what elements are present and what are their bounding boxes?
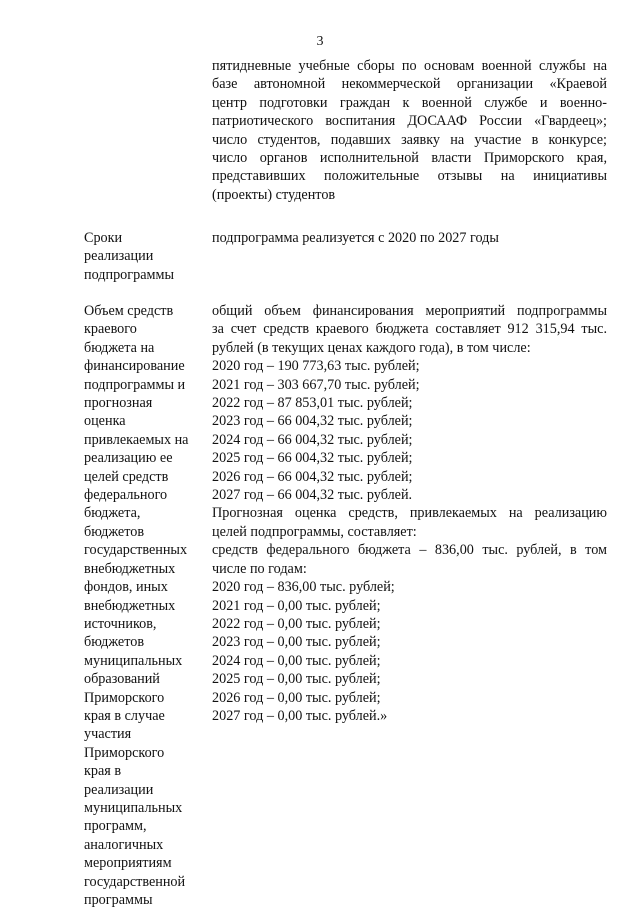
label-line: края в: [84, 763, 122, 780]
text-line: 2023 год – 66 004,32 тыс. рублей;: [212, 413, 413, 430]
label-line: мероприятиям: [84, 855, 172, 872]
terms-label: [84, 229, 204, 284]
label-line: Объем средств: [84, 303, 174, 319]
text-line: 2024 год – 0,00 тыс. рублей;: [212, 652, 381, 669]
text-line: 2020 год – 836,00 тыс. рублей;: [212, 579, 395, 596]
label-line: программ,: [84, 818, 147, 835]
intro-line: пятидневные учебные сборы по основам военной службы на: [212, 58, 607, 74]
label-line: финансирование: [84, 358, 185, 375]
text-line: 2021 год – 0,00 тыс. рублей;: [212, 597, 381, 614]
text-line: 2026 год – 66 004,32 тыс. рублей;: [212, 468, 413, 485]
text-line: числе по годам:: [212, 560, 307, 577]
funding-text: [212, 302, 607, 725]
text-line: подпрограмма реализуется с 2020 по 2027 годы: [212, 230, 499, 246]
intro-line: базе автономной некоммерческой организации «Краевой: [212, 76, 607, 93]
intro-line: представивших положительные отзывы на инициативы: [212, 168, 607, 185]
label-line: программы: [84, 892, 153, 908]
label-line: Приморского: [84, 689, 165, 706]
label-line: источников,: [84, 615, 157, 632]
label-line: привлекаемых на: [84, 431, 189, 448]
intro-line: число органов исполнительной власти Приморского края,: [212, 150, 607, 167]
label-line: аналогичных: [84, 836, 164, 853]
label-line: Приморского: [84, 744, 165, 761]
text-line: 2025 год – 66 004,32 тыс. рублей;: [212, 450, 413, 467]
label-line: муниципальных: [84, 799, 183, 816]
text-line: 2023 год – 0,00 тыс. рублей;: [212, 634, 381, 651]
text-line: 2022 год – 87 853,01 тыс. рублей;: [212, 395, 413, 412]
text-line: 2027 год – 0,00 тыс. рублей.»: [212, 707, 388, 724]
label-line: бюджетов: [84, 523, 145, 540]
label-line: реализацию ее: [84, 450, 173, 467]
label-line: внебюджетных: [84, 560, 176, 577]
page-number: 3: [316, 34, 324, 49]
label-line: края в случае: [84, 707, 165, 724]
intro-line: патриотического воспитания ДОСААФ России «Гвардеец»;: [212, 113, 607, 130]
label-line: фондов, иных: [84, 579, 168, 596]
label-line: государственных: [84, 542, 188, 559]
text-line: рублей (в текущих ценах каждого года), в том числе:: [212, 339, 531, 356]
label-line: федерального: [84, 487, 168, 504]
label-line: бюджетов: [84, 634, 145, 651]
label-line: бюджета,: [84, 505, 141, 522]
label-line: внебюджетных: [84, 597, 176, 614]
label-line: муниципальных: [84, 652, 183, 669]
label-line: реализации: [84, 781, 154, 798]
label-line: оценка: [84, 413, 126, 430]
text-line: 2025 год – 0,00 тыс. рублей;: [212, 671, 381, 688]
text-line: Прогнозная оценка средств, привлекаемых на реализацию: [212, 505, 607, 522]
text-line: 2027 год – 66 004,32 тыс. рублей.: [212, 487, 413, 504]
label-line: бюджета на: [84, 339, 155, 356]
label-line: целей средств: [84, 468, 169, 485]
text-line: средств федерального бюджета – 836,00 тыс. рублей, в том: [212, 542, 607, 559]
label-line: краевого: [84, 321, 137, 338]
label-line: государственной: [84, 873, 186, 890]
terms-text: [212, 229, 607, 247]
intro-line: центр подготовки граждан к военной службе и военно-: [212, 94, 607, 111]
text-line: целей подпрограммы, составляет:: [212, 523, 417, 540]
funding-label: [84, 302, 204, 909]
label-line: прогнозная: [84, 395, 153, 412]
label-line: образований: [84, 671, 160, 688]
text-line: 2022 год – 0,00 тыс. рублей;: [212, 615, 381, 632]
label-line: подпрограммы: [84, 266, 174, 283]
label-line: участия: [84, 726, 132, 743]
intro-paragraph: [212, 57, 607, 204]
intro-line: (проекты) студентов: [212, 186, 336, 203]
label-line: реализации: [84, 248, 154, 265]
intro-line: число студентов, подавших заявку на участие в конкурсе;: [212, 131, 607, 148]
label-line: Сроки: [84, 230, 123, 246]
text-line: за счет средств краевого бюджета составляет 912 315,94 тыс.: [212, 321, 607, 338]
text-line: общий объем финансирования мероприятий подпрограммы: [212, 303, 607, 319]
text-line: 2020 год – 190 773,63 тыс. рублей;: [212, 358, 420, 375]
text-line: 2021 год – 303 667,70 тыс. рублей;: [212, 376, 420, 393]
label-line: подпрограммы и: [84, 376, 186, 393]
text-line: 2026 год – 0,00 тыс. рублей;: [212, 689, 381, 706]
text-line: 2024 год – 66 004,32 тыс. рублей;: [212, 431, 413, 448]
